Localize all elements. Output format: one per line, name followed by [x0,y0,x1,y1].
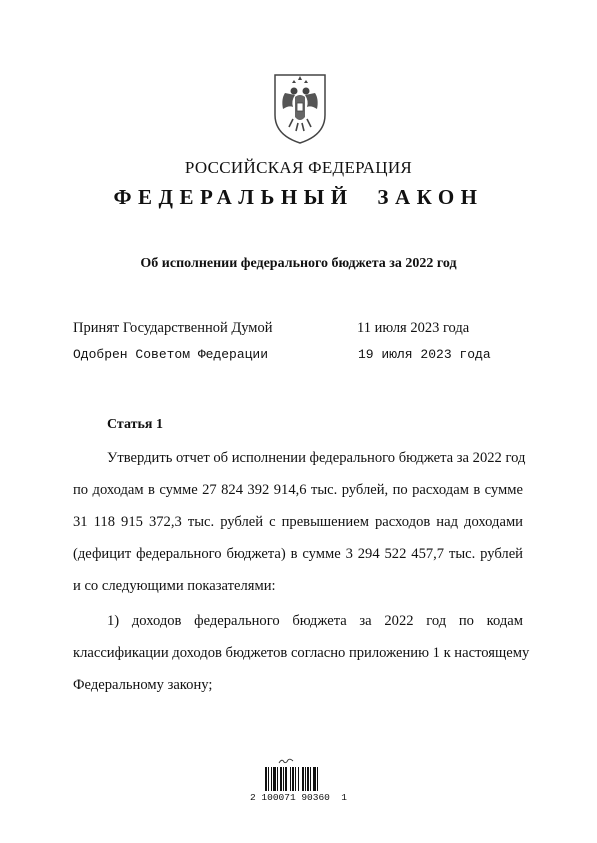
article-heading: Статья 1 [107,417,163,432]
article-paragraph-line: 31 118 915 372,3 тыс. рублей с превышением расходов над доходами [73,514,523,530]
barcode-bar [285,767,287,791]
barcode-bar [283,767,284,791]
country-name: РОССИЙСКАЯ ФЕДЕРАЦИЯ [184,158,413,177]
barcode-bar [277,767,278,791]
article-paragraph-line: (дефицит федерального бюджета) в сумме 3 294 522 457,7 тыс. рублей [73,546,523,562]
barcode-bar [307,767,309,791]
document-type: ФЕДЕРАЛЬНЫЙ ЗАКОН [113,185,484,209]
barcode-bar [265,767,267,791]
article-paragraph-line: по доходам в сумме 27 824 392 914,6 тыс. рублей, по расходам в сумме [73,482,523,498]
council-approval-label: Одобрен Советом Федерации [73,347,269,362]
barcode-bar [280,767,282,791]
duma-adoption-date: 11 июля 2023 года [357,320,470,336]
item-1-line: 1) доходов федерального бюджета за 2022 год по кодам [107,613,523,629]
barcode-bar [292,767,294,791]
barcode-bar [295,767,296,791]
article-paragraph-line: Утвердить отчет об исполнении федерального бюджета за 2022 год [107,450,526,466]
duma-adoption-label: Принят Государственной Думой [73,320,273,336]
barcode-bar [268,767,269,791]
coat-of-arms-icon [271,71,329,145]
barcode-bar [290,767,291,791]
barcode-bar [317,767,318,791]
item-1-line: классификации доходов бюджетов согласно приложению 1 к настоящему [73,645,530,661]
item-1-line: Федеральному закону; [73,677,213,693]
barcode-bar [310,767,311,791]
barcode-bar [271,767,272,791]
barcode-bar [298,767,299,791]
barcode-bar [273,767,276,791]
law-title: Об исполнении федерального бюджета за 2022 год [140,256,457,271]
article-paragraph-line: и со следующими показателями: [73,578,276,594]
barcode-number: 2 100071 90360 1 [250,792,347,803]
barcode-bar [305,767,306,791]
council-approval-date: 19 июля 2023 года [358,347,491,362]
signature-mark-icon [278,757,294,765]
barcode-icon [265,767,335,791]
barcode-bar [302,767,304,791]
barcode-bar [313,767,316,791]
